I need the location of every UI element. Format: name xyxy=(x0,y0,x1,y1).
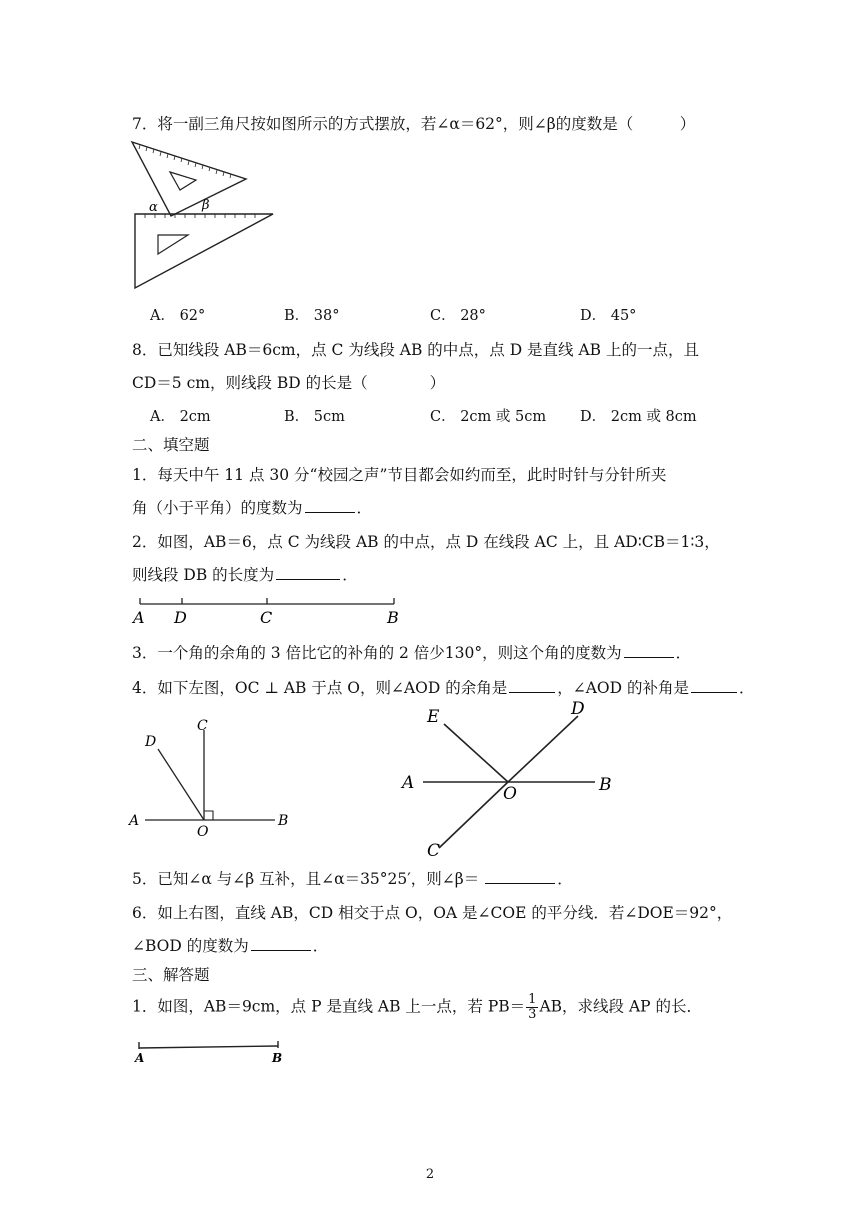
f3-line xyxy=(132,641,691,663)
f5-end: ． xyxy=(557,870,573,888)
q8-option-d: D． 2cm 或 8cm xyxy=(580,409,697,425)
f2-label-d: D xyxy=(174,608,187,627)
q8-line2: CD＝5 cm，则线段 BD 的长是（ ） xyxy=(132,374,446,392)
f5-text: 5．已知∠α 与∠β 互补，且∠α＝35°25′，则∠β＝ xyxy=(132,870,480,888)
f1-text: 角（小于平角）的度数为 xyxy=(132,499,303,517)
f4-mid: ，∠AOD 的补角是 xyxy=(557,679,689,697)
f4-left-figure xyxy=(125,712,305,842)
f4-answer-blank-2[interactable] xyxy=(691,691,737,693)
q7-option-a: A． 62° xyxy=(150,308,206,324)
f2-line1: 2．如图，AB＝6，点 C 为线段 AB 的中点，点 D 在线段 AC 上，且 AD∶CB＝1∶3， xyxy=(132,533,720,551)
f1-answer-blank[interactable] xyxy=(305,511,355,513)
f3-text: 3．一个角的余角的 3 倍比它的补角的 2 倍少130°，则这个角的度数为 xyxy=(132,644,622,662)
q7-option-b: B． 38° xyxy=(284,308,340,324)
f4r-label-d: D xyxy=(571,699,585,719)
q8-option-c: C． 2cm 或 5cm xyxy=(430,409,547,425)
f6-text: ∠BOD 的度数为 xyxy=(132,937,249,955)
q7-figure xyxy=(125,138,285,293)
f4r-label-a: A xyxy=(402,773,415,793)
q7-beta-label: β xyxy=(202,198,210,213)
f1-line1: 1．每天中午 11 点 30 分“校园之声”节目都会如约而至，此时时针与分针所夹 xyxy=(132,466,667,484)
f2-label-b: B xyxy=(387,608,399,627)
f1-line2 xyxy=(132,496,372,518)
f2-text: 则线段 DB 的长度为 xyxy=(132,566,275,584)
s1-line xyxy=(132,993,702,1022)
f4-text: 4．如下左图，OC ⊥ AB 于点 O，则∠AOD 的余角是 xyxy=(132,679,508,697)
f6-answer-blank[interactable] xyxy=(251,949,311,951)
f4-right-figure xyxy=(395,698,625,863)
page-number: 2 xyxy=(425,1167,435,1182)
f6-end: ． xyxy=(312,937,329,955)
s1-frac-num: 1 xyxy=(528,992,537,1007)
f4l-label-o: O xyxy=(197,824,209,840)
s1-text-pre: 1．如图，AB＝9cm，点 P 是直线 AB 上一点，若 PB＝ xyxy=(132,997,526,1016)
s1-text-post: AB，求线段 AP 的长． xyxy=(539,997,702,1016)
f4r-label-c: C xyxy=(427,841,441,861)
f4l-label-d: D xyxy=(145,734,157,750)
f4l-label-a: A xyxy=(129,813,140,829)
f4-end: ． xyxy=(739,679,755,697)
f2-figure xyxy=(130,594,410,628)
f4-line xyxy=(132,676,755,698)
f3-answer-blank[interactable] xyxy=(624,656,674,658)
f2-label-a: A xyxy=(133,608,145,627)
section-fill-in-title: 二、填空题 xyxy=(132,436,210,454)
f4r-label-o: O xyxy=(503,784,517,804)
f4-answer-blank-1[interactable] xyxy=(509,691,555,693)
f4l-label-b: B xyxy=(278,813,289,829)
q7-option-c: C． 28° xyxy=(430,308,486,324)
f2-label-c: C xyxy=(260,608,273,627)
q7-text: 7．将一副三角尺按如图所示的方式摆放，若∠α＝62°，则∠β的度数是（ ） xyxy=(132,115,696,133)
s1-frac-den: 3 xyxy=(528,1007,537,1022)
f3-end: ． xyxy=(675,644,692,662)
q8-line1: 8．已知线段 AB＝6cm，点 C 为线段 AB 的中点，点 D 是直线 AB 上的一点，且 xyxy=(132,341,699,359)
f2-answer-blank[interactable] xyxy=(276,578,340,580)
f6-line1: 6．如上右图，直线 AB，CD 相交于点 O，OA 是∠COE 的平分线．若∠DOE＝92°， xyxy=(132,904,733,922)
s1-label-b: B xyxy=(272,1051,283,1065)
s1-fraction xyxy=(526,993,538,1022)
f2-end: ． xyxy=(342,566,358,584)
f6-line2 xyxy=(132,934,328,956)
section-solve-title: 三、解答题 xyxy=(132,966,210,984)
s1-label-a: A xyxy=(135,1051,145,1065)
q7-alpha-label: α xyxy=(149,200,158,215)
f5-line xyxy=(132,867,573,889)
f2-line2 xyxy=(132,563,358,585)
f4r-label-b: B xyxy=(599,775,612,795)
q8-option-b: B． 5cm xyxy=(284,409,345,425)
f5-answer-blank[interactable] xyxy=(485,882,555,884)
s1-figure xyxy=(130,1040,290,1066)
f1-end: ． xyxy=(356,499,373,517)
f4r-label-e: E xyxy=(427,707,440,727)
q8-option-a: A． 2cm xyxy=(150,409,211,425)
f4l-label-c: C xyxy=(197,718,208,734)
q7-option-d: D． 45° xyxy=(580,308,637,324)
